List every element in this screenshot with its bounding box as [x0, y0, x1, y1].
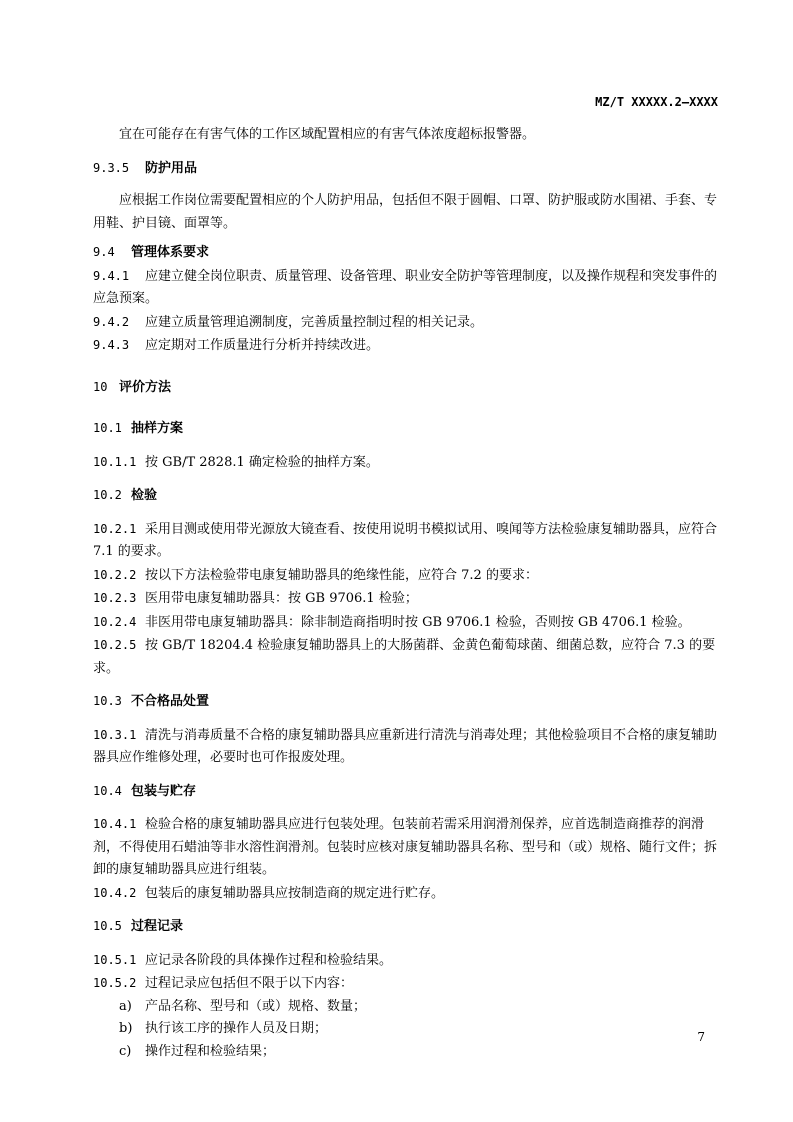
clause-number: 10.2.1	[93, 521, 137, 536]
clause-item	[93, 564, 719, 588]
clause-number: 10.4.2	[93, 885, 137, 900]
heading-text: 包装与贮存	[131, 783, 197, 799]
clause-item	[93, 724, 719, 770]
list-item	[93, 996, 719, 1019]
clause-number: 10.2.2	[93, 567, 137, 582]
heading-number: 10.5	[93, 919, 122, 933]
clause-item	[93, 972, 719, 996]
clause-item	[93, 334, 719, 358]
section-heading	[93, 484, 719, 508]
clause-text: 按 GB/T 2828.1 确定检验的抽样方案。	[145, 454, 379, 470]
clause-text: 应建立健全岗位职责、质量管理、设备管理、职业安全防护等管理制度，以及操作规程和突发事件的应急预案。	[93, 268, 718, 306]
heading-text: 评价方法	[119, 379, 172, 395]
list-label: b)	[119, 1021, 133, 1036]
section-heading	[93, 915, 719, 939]
clause-item	[93, 311, 719, 335]
clause-number: 9.4.1	[93, 268, 130, 283]
heading-text: 抽样方案	[131, 421, 184, 436]
clause-text: 过程记录应包括但不限于以下内容：	[145, 976, 354, 991]
clause-text: 检验合格的康复辅助器具应进行包装处理。包装前若需采用润滑剂保养，应首选制造商推荐的润滑剂，不得使用石蜡油等非水溶性润滑剂。包装时应核对康复辅助器具名称、型号和（或）规格、随行文件；拆卸的康复辅助器具应进行组装。	[93, 817, 718, 877]
clause-number: 10.5.2	[93, 976, 137, 990]
heading-number: 9.4	[93, 245, 115, 259]
clause-number: 10.2.3	[93, 591, 137, 605]
list-text: 产品名称、型号和（或）规格、数量；	[145, 998, 367, 1014]
page-number: 7	[697, 1030, 705, 1044]
clause-number: 10.3.1	[93, 727, 137, 742]
list-item	[93, 1018, 719, 1041]
heading-number: 10.2	[93, 488, 122, 502]
clause-item	[93, 949, 719, 973]
clause-item	[93, 518, 719, 564]
clause-text: 应建立质量管理追溯制度，完善质量控制过程的相关记录。	[145, 314, 484, 330]
section-heading	[93, 780, 719, 804]
clause-number: 10.2.5	[93, 638, 137, 652]
clause-text: 应定期对工作质量进行分析并持续改进。	[145, 338, 380, 353]
heading-text: 过程记录	[131, 919, 184, 934]
heading-text: 防护用品	[145, 160, 198, 176]
clause-item	[93, 587, 719, 611]
clause-text: 非医用带电康复辅助器具：除非制造商指明时按 GB 9706.1 检验，否则按 GB 4706.1 检验。	[145, 614, 691, 630]
heading-text: 检验	[131, 488, 158, 503]
list-item	[93, 1041, 719, 1064]
clause-item	[93, 451, 719, 475]
clause-number: 10.1.1	[93, 454, 137, 469]
list-text: 操作过程和检验结果；	[145, 1043, 276, 1059]
heading-number: 10	[93, 379, 108, 394]
heading-number: 10.4	[93, 783, 122, 798]
section-heading	[93, 241, 719, 265]
clause-number: 9.4.2	[93, 314, 130, 329]
clause-item	[93, 611, 719, 635]
clause-number: 10.5.1	[93, 952, 137, 967]
clause-text: 按以下方法检验带电康复辅助器具的绝缘性能，应符合 7.2 的要求：	[145, 567, 538, 583]
document-body	[93, 124, 719, 1063]
clause-number: 9.4.3	[93, 338, 130, 352]
clause-text: 采用目测或使用带光源放大镜查看、按使用说明书模拟试用、嗅闻等方法检验康复辅助器具，应符合 7.1 的要求。	[93, 521, 718, 559]
clause-text: 医用带电康复辅助器具：按 GB 9706.1 检验；	[145, 591, 418, 606]
paragraph: 应根据工作岗位需要配置相应的个人防护用品，包括但不限于圆帽、口罩、防护服或防水围裙、手套、专用鞋、护目镜、面罩等。	[93, 193, 718, 231]
list-label: c)	[119, 1043, 132, 1059]
chapter-heading	[93, 376, 719, 400]
clause-text: 按 GB/T 18204.4 检验康复辅助器具上的大肠菌群、金黄色葡萄球菌、细菌总数，应符合 7.3 的要求。	[93, 638, 716, 676]
document-header: MZ/T XXXXX.2—XXXX	[595, 95, 718, 109]
clause-text: 清洗与消毒质量不合格的康复辅助器具应重新进行清洗与消毒处理；其他检验项目不合格的康复辅助器具应作维修处理，必要时也可作报废处理。	[93, 727, 718, 765]
clause-number: 10.2.4	[93, 614, 137, 629]
clause-text: 包装后的康复辅助器具应按制造商的规定进行贮存。	[145, 885, 445, 901]
section-heading	[93, 417, 719, 441]
clause-item	[93, 265, 719, 311]
clause-number: 10.4.1	[93, 817, 137, 831]
clause-text: 应记录各阶段的具体操作过程和检验结果。	[145, 952, 393, 968]
section-heading	[93, 690, 719, 714]
heading-number: 10.3	[93, 694, 122, 708]
clause-item	[93, 813, 719, 882]
paragraph: 宜在可能存在有害气体的工作区域配置相应的有害气体浓度超标报警器。	[119, 127, 536, 142]
heading-text: 管理体系要求	[131, 245, 210, 260]
heading-number: 10.1	[93, 421, 122, 435]
clause-item	[93, 634, 719, 680]
clause-item	[93, 882, 719, 906]
section-heading	[93, 157, 719, 181]
heading-number: 9.3.5	[93, 160, 130, 175]
heading-text: 不合格品处置	[131, 694, 210, 709]
list-label: a)	[119, 998, 132, 1014]
list-text: 执行该工序的操作人员及日期；	[145, 1021, 328, 1036]
